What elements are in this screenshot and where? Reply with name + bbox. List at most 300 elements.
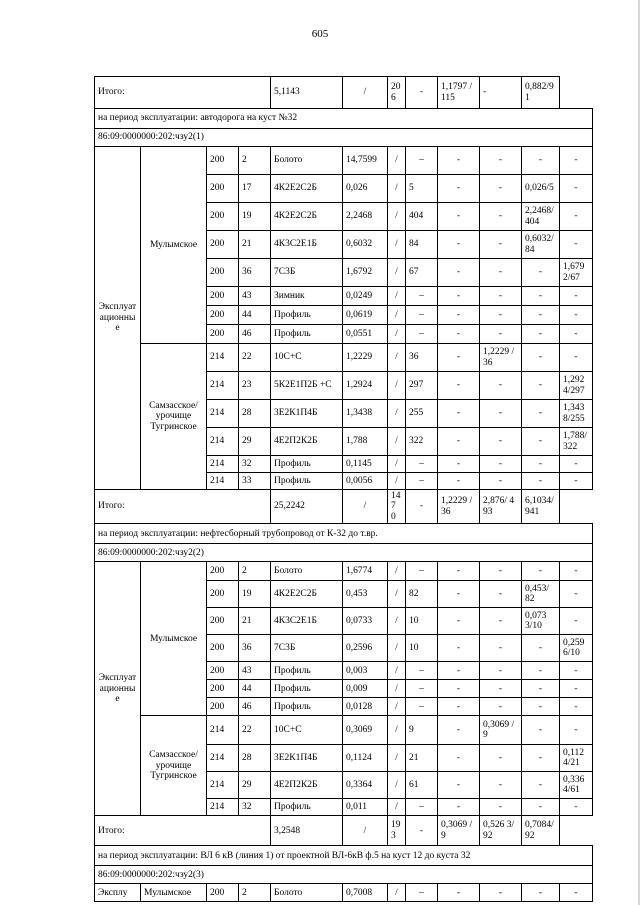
value-cell: – (406, 680, 438, 698)
cadastral-number-cell: 86:09:0000000:202:чзу2(3) (95, 866, 593, 884)
plot-cell: 29 (239, 772, 271, 799)
area-cell: 0,011 (343, 799, 388, 816)
composition-cell: Профиль (271, 799, 343, 816)
value-cell: 0,2596/10 (560, 635, 593, 662)
quarter-cell: 214 (207, 745, 239, 772)
plot-cell: 32 (239, 799, 271, 816)
district-cell: Мулымское (141, 147, 207, 344)
slash-cell: / (388, 306, 406, 325)
quarter-cell: 214 (207, 473, 239, 490)
value-cell: - (438, 259, 480, 287)
value-cell: 297 (406, 372, 438, 400)
value-cell: 36 (406, 344, 438, 372)
value-cell: - (438, 287, 480, 306)
value-cell: - (438, 147, 480, 175)
value-cell: 67 (406, 259, 438, 287)
value-cell: - (438, 428, 480, 456)
quarter-cell: 200 (207, 325, 239, 344)
area-cell: 0,7008 (343, 884, 388, 902)
plot-cell: 46 (239, 325, 271, 344)
value-cell: 10 (406, 608, 438, 635)
value-cell: - (480, 306, 522, 325)
slash-cell: / (388, 716, 406, 745)
value-cell: - (522, 884, 560, 902)
value-cell: 322 (406, 428, 438, 456)
total-row (95, 490, 593, 524)
value-cell: - (560, 231, 593, 259)
data-row (95, 344, 593, 372)
plot-cell: 19 (239, 203, 271, 231)
value-cell: - (480, 473, 522, 490)
slash-cell: / (388, 372, 406, 400)
section-title (95, 109, 593, 129)
plot-cell: 23 (239, 372, 271, 400)
area-cell: 0,0128 (343, 698, 388, 716)
value-cell: 255 (406, 400, 438, 428)
area-cell: 0,0619 (343, 306, 388, 325)
total-row (95, 77, 593, 109)
section-title (95, 846, 593, 866)
value-cell: - (438, 698, 480, 716)
plot-cell: 2 (239, 884, 271, 902)
composition-cell: Зимник (271, 287, 343, 306)
value-cell: - (560, 799, 593, 816)
area-cell: 0,453 (343, 581, 388, 608)
total-cell: - (406, 77, 438, 109)
slash-cell: / (388, 287, 406, 306)
slash-cell: / (343, 77, 388, 109)
value-cell: - (438, 716, 480, 745)
category-cell: Эксплуатационные (95, 147, 141, 490)
section-title-cell: на период эксплуатации: автодорога на куст №32 (95, 109, 593, 129)
value-cell: - (560, 344, 593, 372)
value-cell: 61 (406, 772, 438, 799)
value-cell: 404 (406, 203, 438, 231)
plot-cell: 21 (239, 231, 271, 259)
slash-cell: / (388, 581, 406, 608)
area-cell: 0,0551 (343, 325, 388, 344)
value-cell: 82 (406, 581, 438, 608)
value-cell: - (480, 562, 522, 581)
quarter-cell: 214 (207, 400, 239, 428)
value-cell: - (522, 662, 560, 680)
composition-cell: Профиль (271, 306, 343, 325)
value-cell: - (438, 344, 480, 372)
value-cell: – (406, 562, 438, 581)
quarter-cell: 200 (207, 608, 239, 635)
composition-cell: 3Е2К1П4Б (271, 745, 343, 772)
value-cell: 5 (406, 175, 438, 203)
plot-cell: 36 (239, 635, 271, 662)
composition-cell: 4К3С2Е1Б (271, 231, 343, 259)
area-cell: 0,026 (343, 175, 388, 203)
value-cell: 0,1124/21 (560, 745, 593, 772)
plot-cell: 28 (239, 400, 271, 428)
value-cell: - (522, 473, 560, 490)
value-cell: - (560, 562, 593, 581)
section-title (95, 524, 593, 544)
value-cell: - (480, 372, 522, 400)
value-cell: - (522, 799, 560, 816)
plot-cell: 22 (239, 716, 271, 745)
value-cell: 21 (406, 745, 438, 772)
value-cell: - (480, 698, 522, 716)
table-body (95, 77, 593, 902)
area-cell: 1,788 (343, 428, 388, 456)
value-cell: - (480, 456, 522, 473)
value-cell: - (560, 203, 593, 231)
value-cell: - (438, 231, 480, 259)
value-cell: - (438, 473, 480, 490)
plot-cell: 33 (239, 473, 271, 490)
area-cell: 0,3364 (343, 772, 388, 799)
value-cell: – (406, 306, 438, 325)
slash-cell: / (388, 344, 406, 372)
total-cell: 0,3069 /9 (438, 816, 480, 846)
category-cell: Эксплуатационные (95, 562, 141, 816)
slash-cell: / (388, 147, 406, 175)
area-cell: 1,2229 (343, 344, 388, 372)
plot-cell: 44 (239, 306, 271, 325)
value-cell: - (480, 259, 522, 287)
quarter-cell: 200 (207, 175, 239, 203)
total-label: Итого: (95, 77, 271, 109)
slash-cell: / (388, 473, 406, 490)
composition-cell: 4К2Е2С2Б (271, 175, 343, 203)
quarter-cell: 214 (207, 799, 239, 816)
total-cell: 2,876/ 493 (480, 490, 522, 524)
total-cell: 1,1797 /115 (438, 77, 480, 109)
area-cell: 14,7599 (343, 147, 388, 175)
value-cell: - (480, 325, 522, 344)
value-cell: 10 (406, 635, 438, 662)
data-row (95, 147, 593, 175)
value-cell: - (438, 400, 480, 428)
slash-cell: / (343, 816, 388, 846)
area-cell: 0,0056 (343, 473, 388, 490)
value-cell: – (406, 799, 438, 816)
slash-cell: / (388, 325, 406, 344)
value-cell: 0,3364/61 (560, 772, 593, 799)
slash-cell: / (388, 175, 406, 203)
quarter-cell: 214 (207, 344, 239, 372)
value-cell: - (522, 400, 560, 428)
value-cell: 0,453/ 82 (522, 581, 560, 608)
total-cell: - (480, 77, 522, 109)
total-area: 25,2242 (271, 490, 343, 524)
total-cell: 0,7084/92 (522, 816, 560, 846)
slash-cell: / (388, 662, 406, 680)
slash-cell: / (388, 231, 406, 259)
value-cell: - (480, 175, 522, 203)
quarter-cell: 214 (207, 428, 239, 456)
composition-cell: 4Е2П2К2Б (271, 428, 343, 456)
forest-inventory-table (94, 76, 593, 902)
value-cell: - (522, 259, 560, 287)
value-cell: - (560, 680, 593, 698)
total-row (95, 816, 593, 846)
value-cell: 84 (406, 231, 438, 259)
cadastral-number (95, 544, 593, 562)
cadastral-number (95, 129, 593, 147)
total-volume: 193 (388, 816, 406, 846)
value-cell: - (438, 456, 480, 473)
value-cell: - (438, 325, 480, 344)
value-cell: - (480, 400, 522, 428)
area-cell: 1,6774 (343, 562, 388, 581)
composition-cell: 4К3С2Е1Б (271, 608, 343, 635)
total-area: 3,2548 (271, 816, 343, 846)
total-area: 5,1143 (271, 77, 343, 109)
value-cell: 0,073 3/10 (522, 608, 560, 635)
total-volume: 206 (388, 77, 406, 109)
plot-cell: 2 (239, 562, 271, 581)
value-cell: 0,026/5 (522, 175, 560, 203)
value-cell: - (522, 772, 560, 799)
slash-cell: / (343, 490, 388, 524)
value-cell: – (406, 473, 438, 490)
value-cell: - (438, 884, 480, 902)
slash-cell: / (388, 745, 406, 772)
value-cell: - (560, 325, 593, 344)
plot-cell: 44 (239, 680, 271, 698)
district-cell: Мулымское (141, 562, 207, 716)
value-cell: 0,3069 /9 (480, 716, 522, 745)
composition-cell: Профиль (271, 680, 343, 698)
data-row (95, 716, 593, 745)
slash-cell: / (388, 772, 406, 799)
value-cell: - (438, 562, 480, 581)
plot-cell: 19 (239, 581, 271, 608)
value-cell: 2,2468/404 (522, 203, 560, 231)
value-cell: - (438, 306, 480, 325)
composition-cell: 7С3Б (271, 635, 343, 662)
district-cell: Самзасское/ урочище Тугринское (141, 716, 207, 816)
value-cell: - (438, 772, 480, 799)
quarter-cell: 214 (207, 716, 239, 745)
value-cell: - (560, 716, 593, 745)
value-cell: - (522, 698, 560, 716)
quarter-cell: 200 (207, 635, 239, 662)
value-cell: - (522, 325, 560, 344)
value-cell: 1,2924/297 (560, 372, 593, 400)
plot-cell: 36 (239, 259, 271, 287)
value-cell: 0,6032/84 (522, 231, 560, 259)
section-title-cell: на период эксплуатации: нефтесборный трубопровод от К-32 до т.вр. (95, 524, 593, 544)
value-cell: – (406, 698, 438, 716)
composition-cell: Профиль (271, 325, 343, 344)
value-cell: - (480, 635, 522, 662)
area-cell: 0,1145 (343, 456, 388, 473)
value-cell: - (522, 562, 560, 581)
area-cell: 1,2924 (343, 372, 388, 400)
area-cell: 1,3438 (343, 400, 388, 428)
cadastral-number-cell: 86:09:0000000:202:чзу2(2) (95, 544, 593, 562)
quarter-cell: 200 (207, 231, 239, 259)
total-cell: 1,2229 /36 (438, 490, 480, 524)
plot-cell: 29 (239, 428, 271, 456)
quarter-cell: 214 (207, 772, 239, 799)
quarter-cell: 200 (207, 259, 239, 287)
area-cell: 1,6792 (343, 259, 388, 287)
value-cell: – (406, 147, 438, 175)
district-cell: Самзасское/ урочище Тугринское (141, 344, 207, 490)
slash-cell: / (388, 884, 406, 902)
composition-cell: Болото (271, 562, 343, 581)
area-cell: 0,009 (343, 680, 388, 698)
composition-cell: Болото (271, 147, 343, 175)
value-cell: - (560, 147, 593, 175)
value-cell: - (560, 473, 593, 490)
plot-cell: 28 (239, 745, 271, 772)
plot-cell: 43 (239, 662, 271, 680)
value-cell: - (560, 698, 593, 716)
value-cell: - (522, 456, 560, 473)
quarter-cell: 200 (207, 306, 239, 325)
value-cell: - (480, 884, 522, 902)
plot-cell: 22 (239, 344, 271, 372)
value-cell: - (438, 745, 480, 772)
area-cell: 0,0733 (343, 608, 388, 635)
slash-cell: / (388, 400, 406, 428)
plot-cell: 32 (239, 456, 271, 473)
plot-cell: 43 (239, 287, 271, 306)
composition-cell: 3Е2К1П4Б (271, 400, 343, 428)
value-cell: 1,2229 /36 (480, 344, 522, 372)
value-cell: - (480, 772, 522, 799)
composition-cell: Профиль (271, 698, 343, 716)
value-cell: - (438, 635, 480, 662)
quarter-cell: 214 (207, 456, 239, 473)
composition-cell: 4Е2П2К2Б (271, 772, 343, 799)
value-cell: - (522, 428, 560, 456)
page-number: 605 (311, 28, 329, 40)
composition-cell: 4К2Е2С2Б (271, 581, 343, 608)
total-cell: - (406, 490, 438, 524)
value-cell: - (438, 680, 480, 698)
plot-cell: 17 (239, 175, 271, 203)
total-cell: 0,882/91 (522, 77, 560, 109)
quarter-cell: 200 (207, 680, 239, 698)
quarter-cell: 200 (207, 287, 239, 306)
district-cell: Мулымское (141, 884, 207, 902)
cadastral-number (95, 866, 593, 884)
quarter-cell: 200 (207, 662, 239, 680)
value-cell: - (480, 608, 522, 635)
value-cell: - (480, 231, 522, 259)
quarter-cell: 200 (207, 698, 239, 716)
value-cell: - (522, 372, 560, 400)
section-title-cell: на период эксплуатации: ВЛ 6 кВ (линия 1) от проектной ВЛ-6кВ ф.5 на куст 12 до куста 32 (95, 846, 593, 866)
composition-cell: 7С3Б (271, 259, 343, 287)
value-cell: - (560, 287, 593, 306)
slash-cell: / (388, 562, 406, 581)
value-cell: - (522, 745, 560, 772)
data-row (95, 562, 593, 581)
value-cell: - (480, 203, 522, 231)
quarter-cell: 200 (207, 203, 239, 231)
value-cell: - (522, 147, 560, 175)
value-cell: - (480, 428, 522, 456)
quarter-cell: 214 (207, 372, 239, 400)
quarter-cell: 200 (207, 581, 239, 608)
plot-cell: 21 (239, 608, 271, 635)
value-cell: - (522, 306, 560, 325)
area-cell: 2,2468 (343, 203, 388, 231)
data-row (95, 884, 593, 902)
value-cell: - (480, 147, 522, 175)
composition-cell: 4К2Е2С2Б (271, 203, 343, 231)
value-cell: - (560, 662, 593, 680)
value-cell: - (560, 306, 593, 325)
value-cell: - (480, 662, 522, 680)
slash-cell: / (388, 608, 406, 635)
value-cell: - (438, 372, 480, 400)
composition-cell: 10С+С (271, 344, 343, 372)
value-cell: - (438, 608, 480, 635)
value-cell: – (406, 456, 438, 473)
value-cell: – (406, 662, 438, 680)
slash-cell: / (388, 635, 406, 662)
plot-cell: 46 (239, 698, 271, 716)
value-cell: - (480, 745, 522, 772)
area-cell: 0,2596 (343, 635, 388, 662)
composition-cell: Профиль (271, 456, 343, 473)
area-cell: 0,3069 (343, 716, 388, 745)
slash-cell: / (388, 428, 406, 456)
area-cell: 0,6032 (343, 231, 388, 259)
total-volume: 147 0 (388, 490, 406, 524)
total-label: Итого: (95, 490, 271, 524)
value-cell: - (438, 799, 480, 816)
slash-cell: / (388, 698, 406, 716)
value-cell: - (560, 581, 593, 608)
value-cell: - (560, 608, 593, 635)
plot-cell: 2 (239, 147, 271, 175)
value-cell: 1,6792/67 (560, 259, 593, 287)
value-cell: - (560, 884, 593, 902)
slash-cell: / (388, 259, 406, 287)
value-cell: - (522, 635, 560, 662)
area-cell: 0,1124 (343, 745, 388, 772)
category-cell: Эксплу (95, 884, 141, 902)
value-cell: - (522, 344, 560, 372)
composition-cell: Профиль (271, 662, 343, 680)
value-cell: - (438, 581, 480, 608)
total-cell: - (406, 816, 438, 846)
value-cell: 1,3438/255 (560, 400, 593, 428)
value-cell: - (522, 287, 560, 306)
value-cell: – (406, 325, 438, 344)
quarter-cell: 200 (207, 147, 239, 175)
slash-cell: / (388, 799, 406, 816)
value-cell: - (480, 287, 522, 306)
value-cell: - (438, 662, 480, 680)
slash-cell: / (388, 203, 406, 231)
value-cell: – (406, 287, 438, 306)
cadastral-number-cell: 86:09:0000000:202:чзу2(1) (95, 129, 593, 147)
value-cell: - (438, 203, 480, 231)
quarter-cell: 200 (207, 562, 239, 581)
quarter-cell: 200 (207, 884, 239, 902)
value-cell: - (438, 175, 480, 203)
slash-cell: / (388, 456, 406, 473)
total-cell: 6,1034/941 (522, 490, 560, 524)
value-cell: 1,788/322 (560, 428, 593, 456)
total-cell: 0,526 3/92 (480, 816, 522, 846)
composition-cell: 5К2Е1П2Б +С (271, 372, 343, 400)
value-cell: - (522, 680, 560, 698)
